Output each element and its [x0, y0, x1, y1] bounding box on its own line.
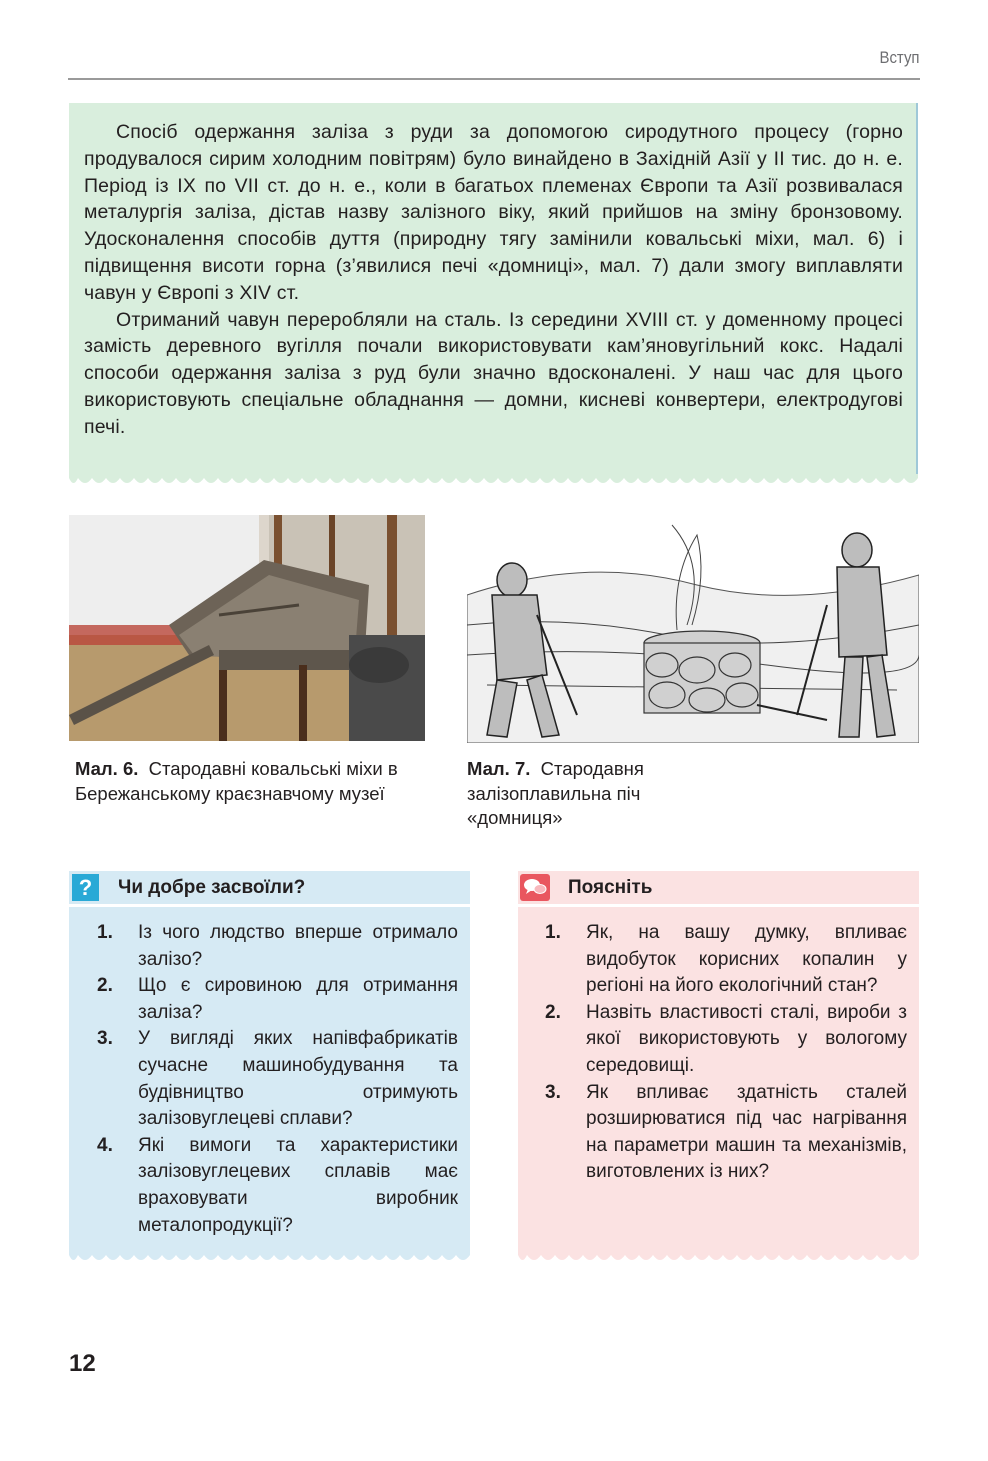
explain-box [518, 907, 919, 1251]
check-questions-list [97, 920, 458, 1239]
figure-6-bellows-photo [69, 515, 425, 741]
check-questions-title: Чи добре засвоїли? [118, 877, 306, 898]
list-item: 1. Як, на вашу думку, впливає видобуток корисних копалин у регіоні на його екологічний стан? [545, 922, 907, 997]
figure-7-caption-text: Стародавня залізоплавильна піч «домниця» [467, 758, 644, 828]
figure-6-label: Мал. 6. [75, 758, 139, 779]
explain-list [545, 920, 907, 1186]
list-item: 2. Назвіть властивості сталі, вироби з якої використовують у вологому середовищі. [545, 1001, 907, 1076]
list-item: 4. Які вимоги та характеристики залізовуглецевих сплавів має враховувати виробник металопродукції? [97, 1134, 458, 1236]
page-number: 12 [69, 1350, 96, 1377]
intro-text-box [69, 103, 918, 475]
speech-bubbles-icon [520, 874, 550, 901]
section-title: Вступ [879, 48, 920, 67]
figure-7-label: Мал. 7. [467, 758, 531, 779]
intro-paragraph-1: Спосіб одержання заліза з руди за допомогою сиродутного процесу (горно продувалося сирим холодним повітрям) було винайдено в Західній Азії у ІІ тис. до н. е. Період із ІХ по VІІ ст. до н. е., коли в багатьох племенах Європи та Азії розвивалася металургія заліза, дістав назву залізного віку, який прийшов на зміну бронзовому. Удосконалення способів дуття (природну тягу замінили ковальські міхи, мал. 6) і підвищення висоти горна (з’явилися печі «домниці», мал. 7) дали змогу виплавляти чавун у Європі з ХІV ст. [84, 121, 903, 304]
explain-box-wavy-edge [518, 1251, 919, 1265]
list-item: 3. Як впливає здатність сталей розширюватися під час нагрівання на параметри машин та механізмів, виготовлених із них? [545, 1081, 907, 1183]
figure-6-caption [75, 757, 415, 806]
explain-title: Поясніть [568, 877, 653, 898]
question-mark-icon: ? [72, 874, 99, 901]
list-item: 3. У вигляді яких напівфабрикатів сучасне машинобудування та будівництво отримують залізовуглецеві сплави? [97, 1028, 458, 1130]
intro-box-wavy-edge [69, 474, 918, 488]
check-questions-header [69, 871, 470, 904]
explain-header [518, 871, 919, 904]
list-item: 2. Що є сировиною для отримання заліза? [97, 975, 458, 1023]
figure-6-caption-text: Стародавні ковальські міхи в Бережанському краєзнавчому музеї [75, 758, 398, 804]
check-box-wavy-edge [69, 1251, 470, 1265]
list-item: 1. Із чого людство вперше отримало залізо? [97, 922, 458, 970]
header-divider [68, 78, 920, 80]
intro-paragraph-2: Отриманий чавун переробляли на сталь. Із середини XVIII ст. у доменному процесі замість деревного вугілля почали використовувати кам’яновугільний кокс. Надалі способи одержання заліза з руд були значно вдосконалені. У наш час для цього використовують спеціальне обладнання — домни, кисневі конвертери, електродугові печі. [84, 308, 903, 438]
figure-7-furnace-drawing [467, 515, 919, 743]
figure-7-caption [467, 757, 707, 831]
check-questions-box [69, 907, 470, 1251]
